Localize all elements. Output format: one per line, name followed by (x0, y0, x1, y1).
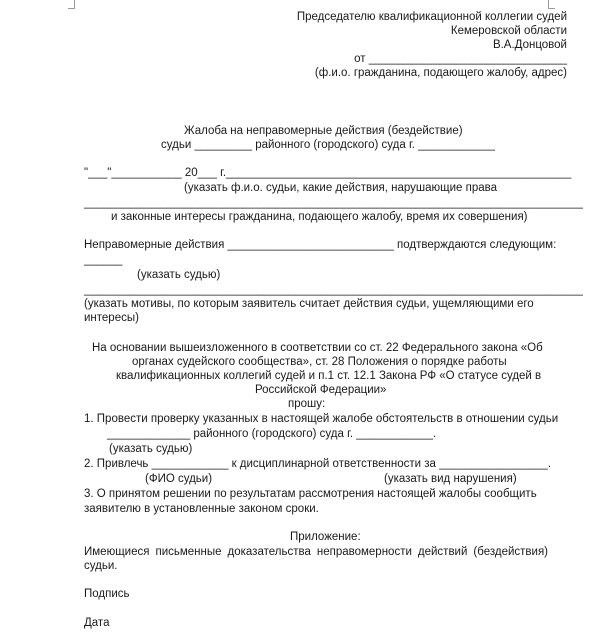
item-2-hint-violation: (указать вид нарушения) (384, 473, 517, 485)
item-1-line-1: 1. Провести проверку указанных в настоящей жалобе обстоятельств в отношении судьи (84, 413, 559, 425)
addressee-line: Председателю квалификационной коллегии судей (296, 11, 567, 23)
region-line: Кемеровской области (450, 25, 567, 37)
blank-line: ______________________________________________________________________________ (84, 197, 583, 209)
request-word: прошу: (288, 398, 326, 410)
item-1-hint: (указать судью) (109, 443, 193, 455)
page-corner-mark (548, 0, 555, 9)
item-2-hint-judge: (ФИО судьи) (145, 473, 213, 485)
title-line-2: судьи _________ районного (городского) суда г. ____________ (161, 139, 495, 151)
addressee-name: В.А.Донцовой (492, 39, 567, 51)
title-line-1: Жалоба на неправомерные действия (бездействие) (184, 125, 463, 137)
basis-line-1: На основании вышеизложенного в соответствии со ст. 22 Федерального закона «Об (92, 342, 543, 354)
from-line: от _______________________________ (354, 53, 567, 65)
motives-hint-1: (указать мотивы, по которым заявитель считает действия судьи, ущемляющими его (84, 298, 534, 310)
item-2-line-1: 2. Привлечь ____________ к дисциплинарной ответственности за _________________. (84, 458, 552, 470)
basis-line-2: органах судейского сообщества», ст. 28 Положения о порядке работы (132, 356, 507, 368)
appendix-line-1: Имеющиеся письменные доказательства неправомерности действий (бездействия) (84, 546, 548, 558)
basis-line-4: Российской Федерации» (255, 384, 387, 396)
date-line: "___"___________ 20___ г.______________________________________________________ (84, 167, 572, 179)
basis-line-3: квалификационных коллегий судей и п.1 ст. 12.1 Закона РФ «О статусе судей в (116, 370, 542, 382)
date-label: Дата (84, 617, 110, 629)
appendix-line-2: судьи. (84, 560, 118, 572)
judge-hint-2: (указать судью) (137, 269, 221, 281)
item-1-line-2: _____________ районного (городского) суда г. ____________. (107, 428, 437, 440)
long-blank: ______________________________________________________________________________ (84, 284, 583, 296)
short-blank: ______ (84, 254, 123, 266)
signature-label: Подпись (84, 588, 130, 600)
actions-line: Неправомерные действия __________________________ подтверждаются следующим: (84, 239, 557, 251)
appendix-title: Приложение: (290, 531, 361, 543)
page-corner-mark (68, 0, 75, 9)
item-3-line-2: заявителю в установленные законом сроки. (84, 503, 319, 515)
from-hint: (ф.и.о. гражданина, подающего жалобу, адрес) (314, 67, 567, 79)
motives-hint-2: интересы) (84, 312, 139, 324)
interests-hint: и законные интересы гражданина, подающего жалобу, время их совершения) (111, 211, 528, 223)
judge-hint: (указать ф.и.о. судьи, какие действия, нарушающие права (184, 182, 497, 194)
item-3-line-1: 3. О принятом решении по результатам рассмотрения настоящей жалобы сообщить (84, 488, 537, 500)
